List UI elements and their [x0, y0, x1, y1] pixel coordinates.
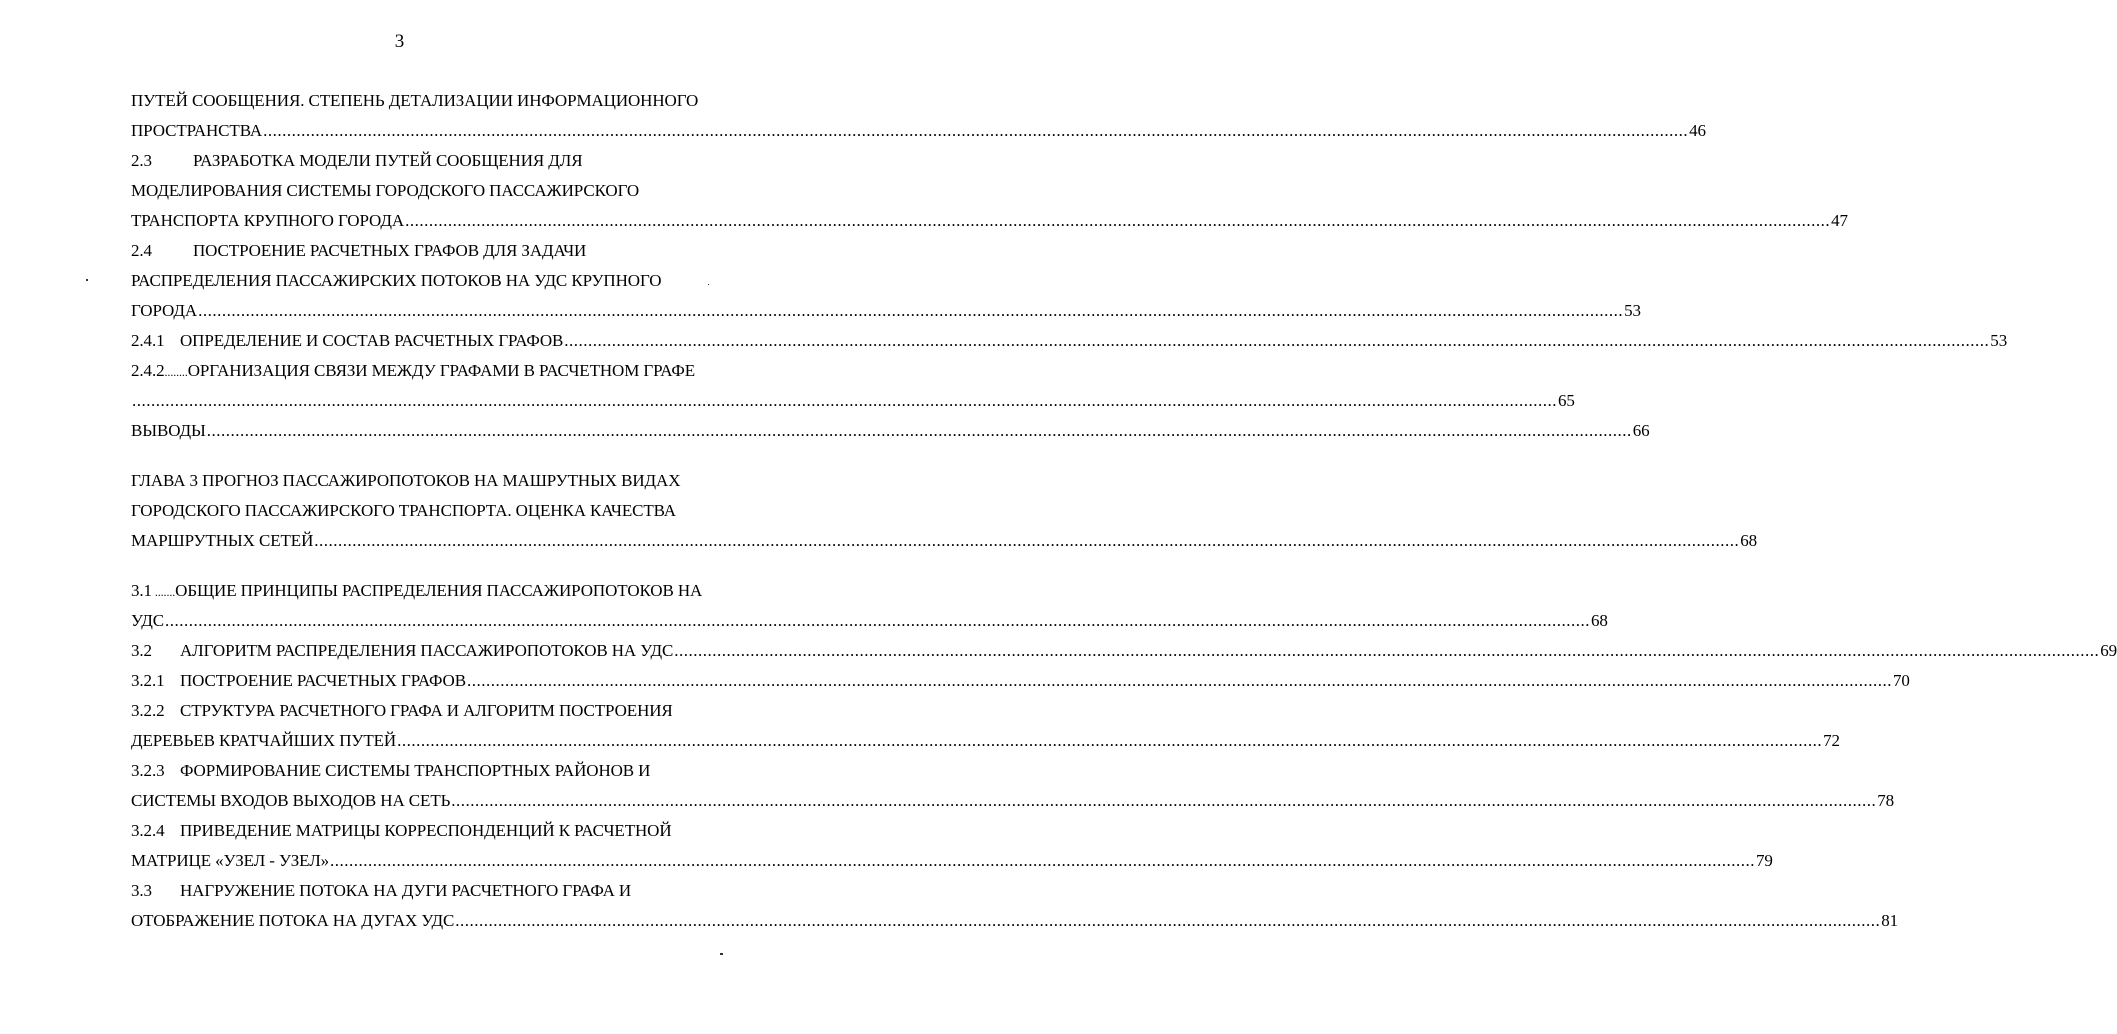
toc-line: УДС ............................................................................................................................................................................................................................................................................................................ 68	[131, 606, 735, 636]
scan-speck	[720, 953, 723, 955]
toc-line: ДЕРЕВЬЕВ КРАТЧАЙШИХ ПУТЕЙ ............................................................................................................................................................................................................................................................................................................ 72	[131, 726, 735, 756]
toc-line: 3.2.2 СТРУКТУРА РАСЧЕТНОГО ГРАФА И АЛГОРИТМ ПОСТРОЕНИЯ	[131, 701, 673, 720]
toc-line: 3.2.4 ПРИВЕДЕНИЕ МАТРИЦЫ КОРРЕСПОНДЕНЦИЙ К РАСЧЕТНОЙ	[131, 821, 672, 840]
toc-line: МОДЕЛИРОВАНИЯ СИСТЕМЫ ГОРОДСКОГО ПАССАЖИРСКОГО	[131, 181, 640, 200]
toc-line: 2.4.1 ОПРЕДЕЛЕНИЕ И СОСТАВ РАСЧЕТНЫХ ГРАФОВ ............................................................................................................................................................................................................................................................................................................ 53	[131, 326, 735, 356]
toc-line: ГЛАВА 3 ПРОГНОЗ ПАССАЖИРОПОТОКОВ НА МАШРУТНЫХ ВИДАХ	[131, 471, 681, 490]
toc-line	[131, 386, 1575, 416]
dot-leader: ............................................................................................................................................................................................................................................................................................................	[451, 791, 1877, 810]
dot-leader: ............................................................................................................................................................................................................................................................................................................	[397, 731, 1823, 750]
toc-line: СИСТЕМЫ ВХОДОВ ВЫХОДОВ НА СЕТЬ ............................................................................................................................................................................................................................................................................................................ 78	[131, 786, 735, 816]
toc-page-number: 53	[1624, 301, 1641, 320]
scan-speck	[86, 279, 88, 281]
toc-line: 3.2 АЛГОРИТМ РАСПРЕДЕЛЕНИЯ ПАССАЖИРОПОТОКОВ НА УДС ............................................................................................................................................................................................................................................................................................................ 69	[131, 636, 735, 666]
dot-leader: ............................................................................................................................................................................................................................................................................................................	[314, 531, 1740, 550]
toc-line: 3.3 НАГРУЖЕНИЕ ПОТОКА НА ДУГИ РАСЧЕТНОГО ГРАФА И	[131, 881, 632, 900]
dot-leader: ............................................................................................................................................................................................................................................................................................................	[206, 421, 1632, 440]
dot-leader: ............................................................................................................................................................................................................................................................................................................	[164, 611, 1590, 630]
toc-page-number: 79	[1756, 851, 1773, 870]
toc-page-number: 68	[1590, 611, 1608, 630]
toc-line: ВЫВОДЫ ............................................................................................................................................................................................................................................................................................................ 66	[131, 416, 735, 446]
toc-line: МАРШРУТНЫХ СЕТЕЙ ............................................................................................................................................................................................................................................................................................................ 68	[131, 526, 735, 556]
toc-page-number: 53	[1990, 331, 2008, 350]
dot-leader: ............................................................................................................................................................................................................................................................................................................	[455, 911, 1881, 930]
scan-speck	[708, 284, 709, 285]
toc-page-number: 66	[1632, 421, 1650, 440]
dot-leader: ............................................................................................................................................................................................................................................................................................................	[263, 121, 1689, 140]
toc-line: ПУТЕЙ СООБЩЕНИЯ. СТЕПЕНЬ ДЕТАЛИЗАЦИИ ИНФОРМАЦИОННОГО	[131, 91, 699, 110]
dot-leader: ............................................................................................................................................................................................................................................................................................................	[674, 641, 2100, 660]
dot-leader: ............................................................................................................................................................................................................................................................................................................	[132, 391, 1557, 410]
toc-line: ОТОБРАЖЕНИЕ ПОТОКА НА ДУГАХ УДС ............................................................................................................................................................................................................................................................................................................ 81	[131, 906, 735, 936]
toc-line: ПРОСТРАНСТВА ............................................................................................................................................................................................................................................................................................................ 46	[131, 116, 735, 146]
toc-line: 2.4.2........ОРГАНИЗАЦИЯ СВЯЗИ МЕЖДУ ГРАФАМИ В РАСЧЕТНОМ ГРАФЕ	[131, 361, 696, 380]
toc-page-number: 69	[2100, 641, 2117, 660]
toc-line: ГОРОДА ............................................................................................................................................................................................................................................................................................................ 53	[131, 296, 735, 326]
toc-line: ГОРОДСКОГО ПАССАЖИРСКОГО ТРАНСПОРТА. ОЦЕНКА КАЧЕСТВА	[131, 501, 676, 520]
dot-leader: ............................................................................................................................................................................................................................................................................................................	[564, 331, 1990, 350]
dot-leader: ............................................................................................................................................................................................................................................................................................................	[330, 851, 1756, 870]
toc-line: 2.4 ПОСТРОЕНИЕ РАСЧЕТНЫХ ГРАФОВ ДЛЯ ЗАДАЧИ	[131, 241, 587, 260]
toc-page-number: 68	[1740, 531, 1758, 550]
dot-leader: ............................................................................................................................................................................................................................................................................................................	[405, 211, 1831, 230]
toc-page-number: 72	[1823, 731, 1840, 750]
toc-page-number: 78	[1877, 791, 1895, 810]
toc-page-number: 81	[1881, 911, 1899, 930]
toc-line: ТРАНСПОРТА КРУПНОГО ГОРОДА ............................................................................................................................................................................................................................................................................................................ 47	[131, 206, 735, 236]
toc-line: 2.3 РАЗРАБОТКА МОДЕЛИ ПУТЕЙ СООБЩЕНИЯ ДЛЯ	[131, 151, 583, 170]
toc-line: РАСПРЕДЕЛЕНИЯ ПАССАЖИРСКИХ ПОТОКОВ НА УДС КРУПНОГО	[131, 271, 662, 290]
toc-page-number: 46	[1689, 121, 1706, 140]
toc-line: МАТРИЦЕ «УЗЕЛ - УЗЕЛ» ............................................................................................................................................................................................................................................................................................................ 79	[131, 846, 735, 876]
toc-page-number: 47	[1831, 211, 1848, 230]
page-number: 3	[394, 31, 405, 52]
toc-line: 3.1 .......ОБЩИЕ ПРИНЦИПЫ РАСПРЕДЕЛЕНИЯ ПАССАЖИРОПОТОКОВ НА	[131, 581, 703, 600]
toc-line: 3.2.3 ФОРМИРОВАНИЕ СИСТЕМЫ ТРАНСПОРТНЫХ РАЙОНОВ И	[131, 761, 651, 780]
toc-page-number: 70	[1892, 671, 1910, 690]
toc-page-number: 65	[1558, 391, 1575, 410]
dot-leader: ............................................................................................................................................................................................................................................................................................................	[198, 301, 1624, 320]
toc-line: 3.2.1 ПОСТРОЕНИЕ РАСЧЕТНЫХ ГРАФОВ ............................................................................................................................................................................................................................................................................................................ 70	[131, 666, 735, 696]
dot-leader: ............................................................................................................................................................................................................................................................................................................	[466, 671, 1892, 690]
